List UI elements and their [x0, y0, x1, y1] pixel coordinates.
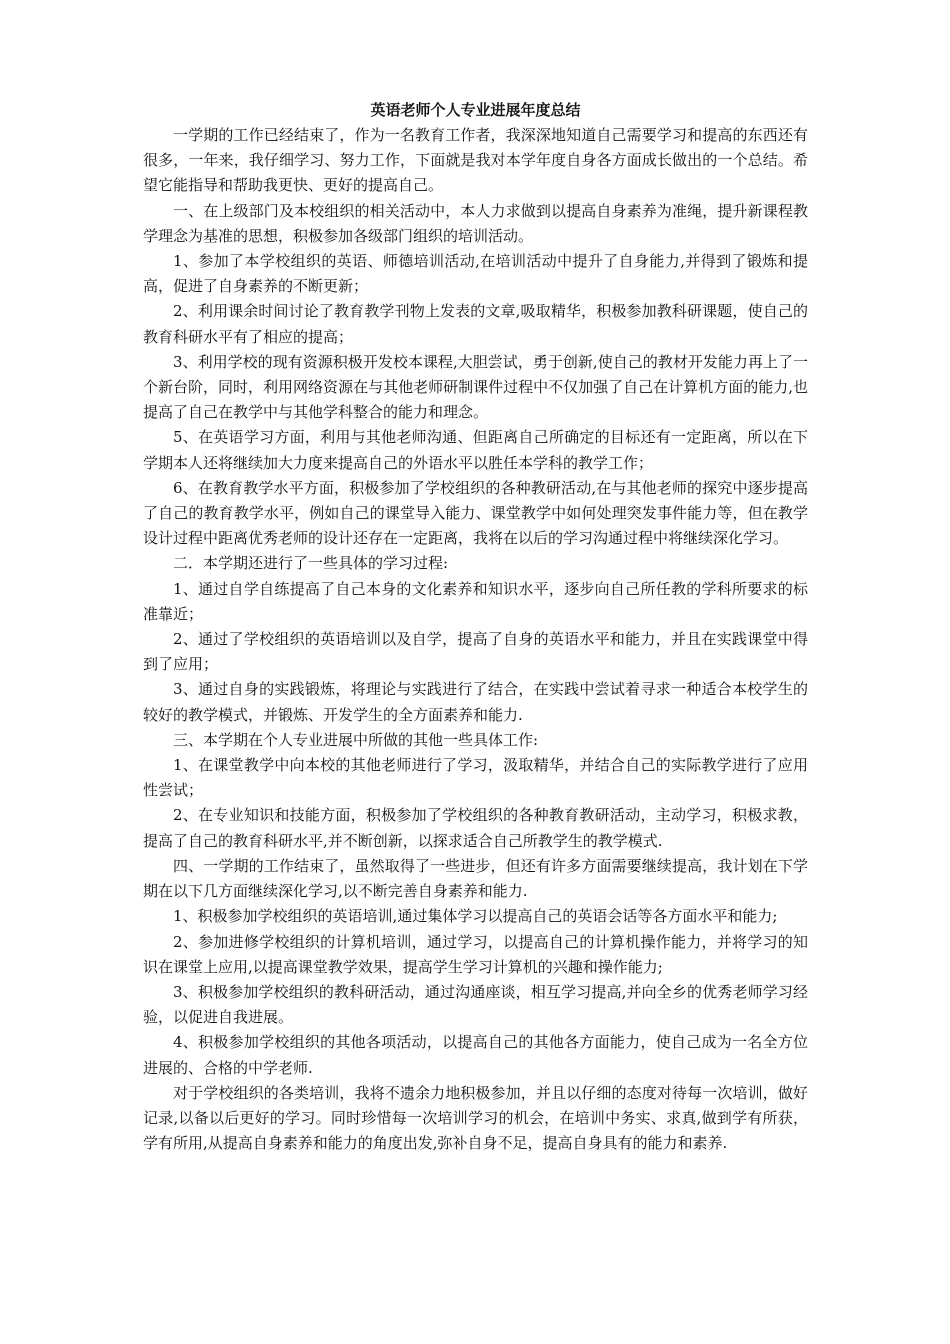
body-paragraph: 1、通过自学自练提高了自己本身的文化素养和知识水平，逐步向自己所任教的学科所要求的标准靠近；	[143, 579, 808, 623]
body-paragraph: 3、通过自身的实践锻炼，将理论与实践进行了结合，在实践中尝试着寻求一种适合本校学生的较好的教学模式，并锻炼、开发学生的全方面素养和能力.	[143, 680, 808, 724]
body-paragraph: 4、积极参加学校组织的其他各项活动，以提高自己的其他各方面能力，使自己成为一名全方位进展的、合格的中学老师.	[143, 1033, 808, 1077]
body-paragraph: 四、一学期的工作结束了，虽然取得了一些进步，但还有许多方面需要继续提高，我计划在下学期在以下几方面继续深化学习,以不断完善自身素养和能力.	[143, 856, 808, 901]
document-title: 英语老师个人专业进展年度总结	[370, 101, 581, 119]
body-paragraph: 2、参加进修学校组织的计算机培训，通过学习，以提高自己的计算机操作能力，并将学习的知识在课堂上应用,以提高课堂教学效果，提高学生学习计算机的兴趣和操作能力;	[143, 932, 808, 976]
document-page	[143, 98, 808, 1156]
body-paragraph: 3、积极参加学校组织的教科研活动，通过沟通座谈，相互学习提高,并向全乡的优秀老师学习经验，以促进自我进展。	[143, 982, 808, 1027]
body-paragraph: 2、通过了学校组织的英语培训以及自学，提高了自身的英语水平和能力，并且在实践课堂中得到了应用；	[143, 630, 808, 674]
body-paragraph: 二．本学期还进行了一些具体的学习过程:	[173, 554, 449, 573]
body-paragraph: 1、参加了本学校组织的英语、师德培训活动,在培训活动中提升了自身能力,并得到了锻炼和提高，促进了自身素养的不断更新；	[143, 252, 808, 296]
body-paragraph: 6、在教育教学水平方面，积极参加了学校组织的各种教研活动,在与其他老师的探究中逐步提高了自己的教育教学水平，例如自己的课堂导入能力、课堂教学中如何处理突发事件能力等，但在教学设计过程中距离优秀老师的设计还存在一定距离，我将在以后的学习沟通过程中将继续深化学习。	[143, 478, 808, 548]
body-paragraph: 对于学校组织的各类培训，我将不遗余力地积极参加，并且以仔细的态度对待每一次培训，做好记录,以备以后更好的学习。同时珍惜每一次培训学习的机会，在培训中务实、求真,做到学有所获，学有所用,从提高自身素养和能力的角度出发,弥补自身不足，提高自身具有的能力和素养.	[143, 1083, 808, 1153]
body-paragraph: 3、利用学校的现有资源积极开发校本课程,大胆尝试，勇于创新,使自己的教材开发能力再上了一个新台阶，同时，利用网络资源在与其他老师研制课件过程中不仅加强了自己在计算机方面的能力,也提高了自己在教学中与其他学科整合的能力和理念。	[143, 352, 808, 422]
body-paragraph: 一、在上级部门及本校组织的相关活动中，本人力求做到以提高自身素养为准绳，提升新课程教学理念为基准的思想，积极参加各级部门组织的培训活动。	[143, 201, 808, 245]
body-paragraph: 1、积极参加学校组织的英语培训,通过集体学习以提高自己的英语会话等各方面水平和能力;	[173, 907, 778, 926]
body-paragraph: 2、利用课余时间讨论了教育教学刊物上发表的文章,吸取精华，积极参加教科研课题，使自己的教育科研水平有了相应的提高；	[143, 302, 808, 346]
document-body	[143, 123, 808, 1156]
body-paragraph: 2、在专业知识和技能方面，积极参加了学校组织的各种教育教研活动，主动学习，积极求教，提高了自己的教育科研水平,并不断创新，以探求适合自己所教学生的教学模式.	[143, 806, 808, 850]
body-paragraph: 5、在英语学习方面，利用与其他老师沟通、但距离自己所确定的目标还有一定距离，所以在下学期本人还将继续加大力度来提高自己的外语水平以胜任本学科的教学工作；	[143, 428, 808, 472]
body-paragraph: 一学期的工作已经结束了，作为一名教育工作者，我深深地知道自己需要学习和提高的东西还有很多，一年来，我仔细学习、努力工作，下面就是我对本学年度自身各方面成长做出的一个总结。希望它能指导和帮助我更快、更好的提高自己。	[143, 126, 808, 195]
body-paragraph: 1、在课堂教学中向本校的其他老师进行了学习，汲取精华，并结合自己的实际教学进行了应用性尝试；	[143, 756, 808, 800]
body-paragraph: 三、本学期在个人专业进展中所做的其他一些具体工作:	[173, 730, 539, 749]
